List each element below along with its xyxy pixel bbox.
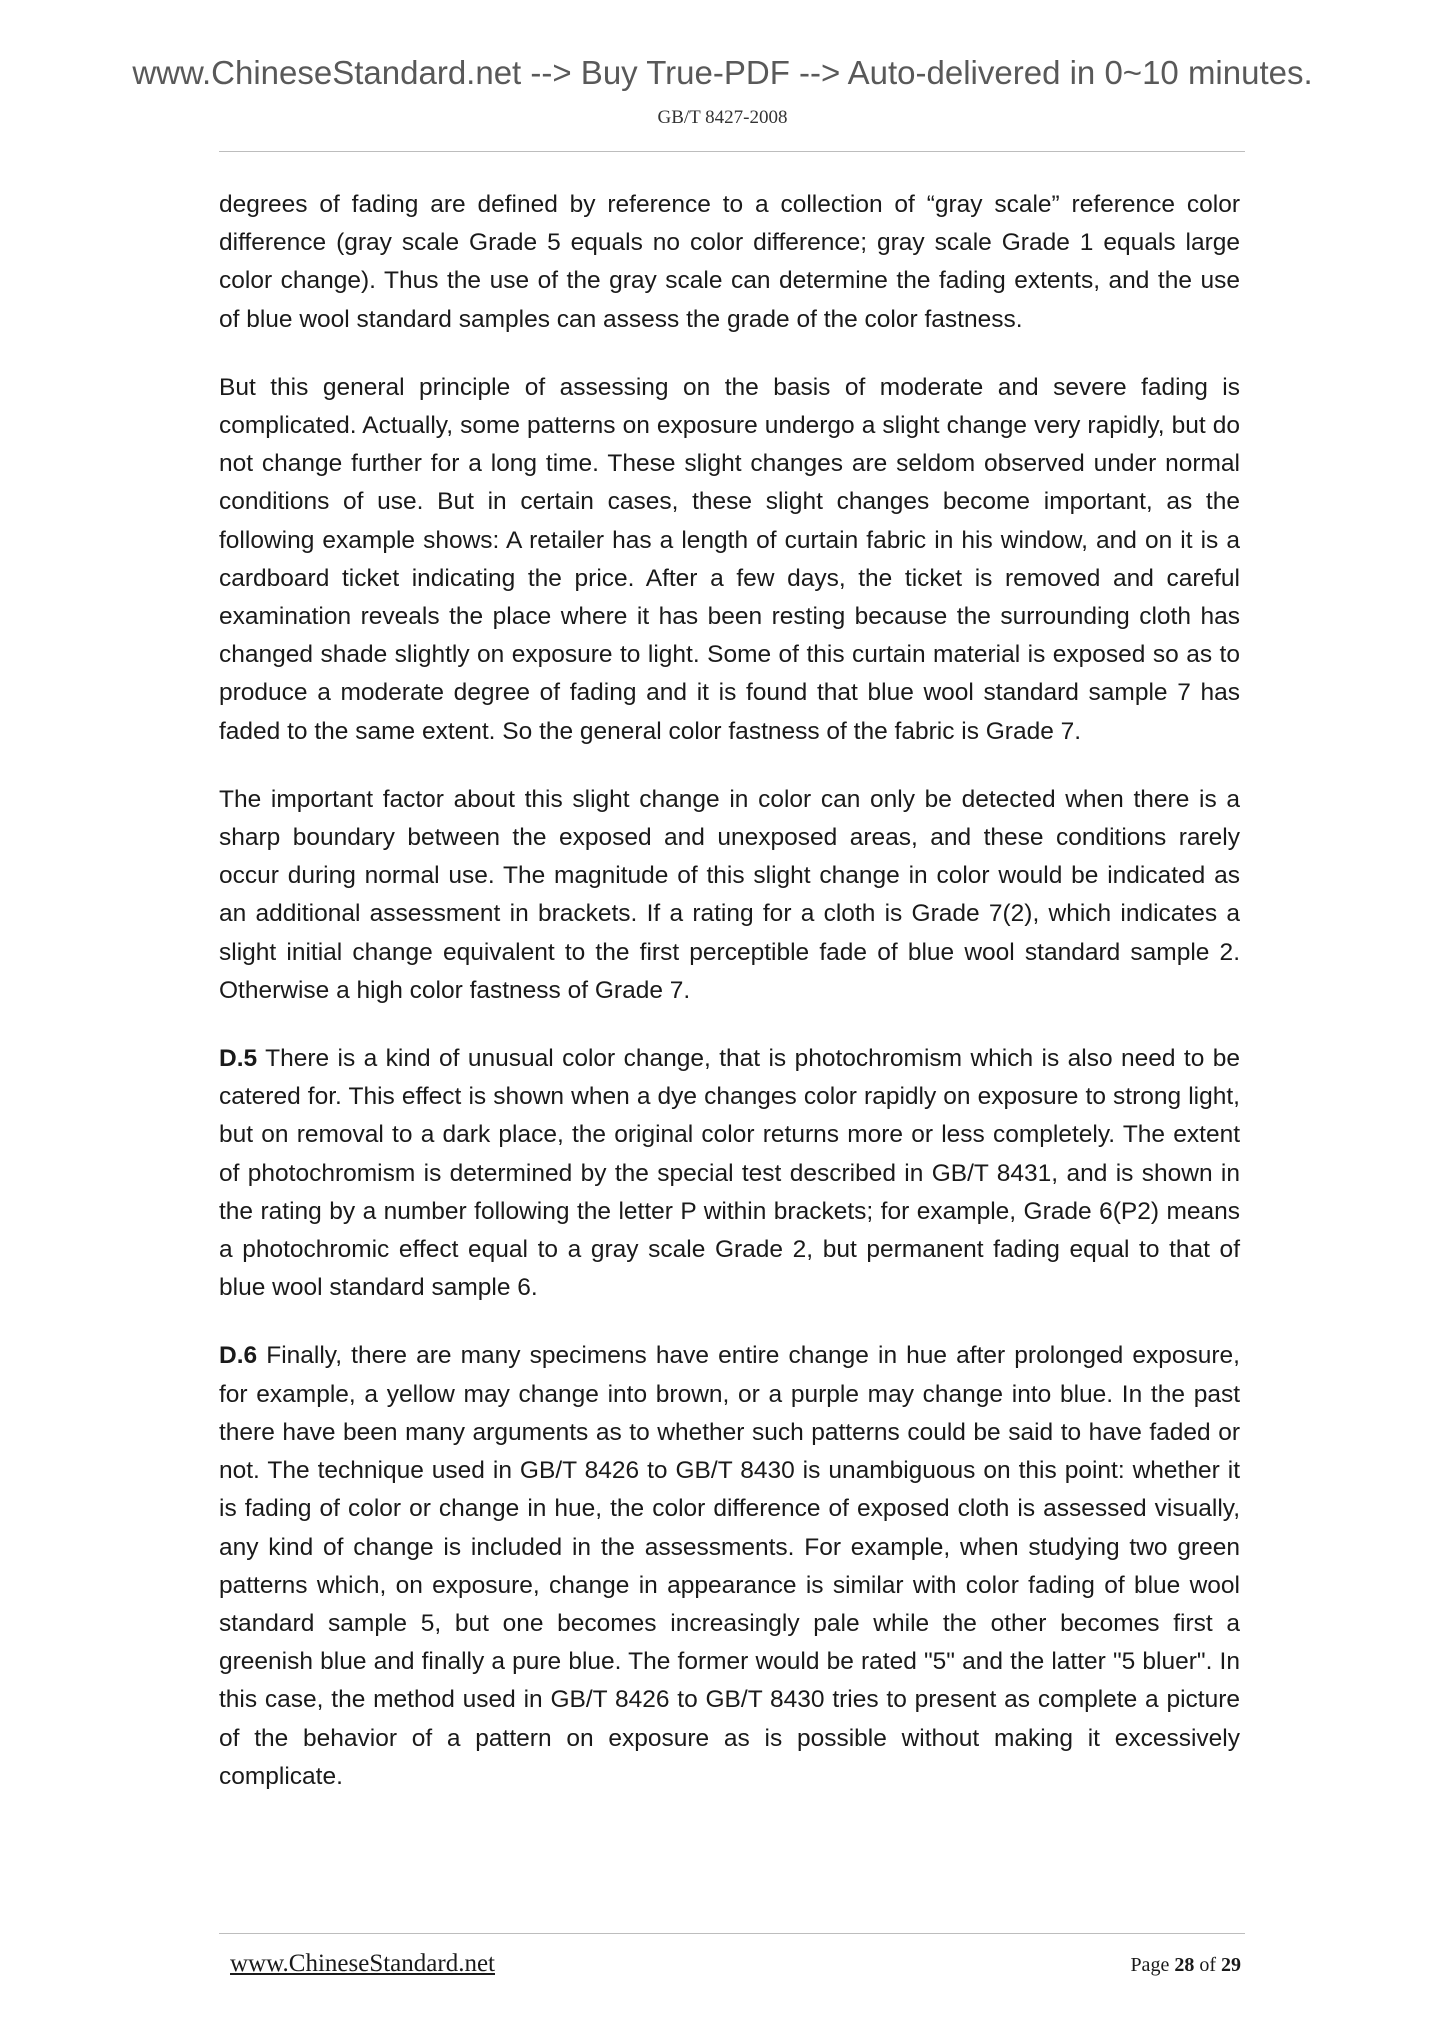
site-banner[interactable]: www.ChineseStandard.net --> Buy True-PDF --> Auto-delivered in 0~10 minutes. — [132, 54, 1313, 91]
section-number-d5: D.5 — [219, 1045, 258, 1073]
page-current: 28 — [1174, 1954, 1195, 1976]
paragraph-general-principle: But this general principle of assessing on the basis of moderate and severe fading is complicated. Actually, some patterns on exposure undergo a slight change very rapidly, but do not change further for a long time. These slight changes are seldom observed under normal conditions of use. But in certain cases, these slight changes become important, as the following example shows: A retailer has a length of curtain fabric in his window, and on it is a cardboard ticket indicating the price. After a few days, the ticket is removed and careful examination reveals the place where it has been resting because the surrounding cloth has changed shade slightly on exposure to light. Some of this curtain material is exposed so as to produce a moderate degree of fading and it is found that blue wool standard sample 7 has faded to the same extent. So the general color fastness of the fabric is Grade 7. — [219, 373, 1240, 745]
paragraph-d5 — [219, 1040, 1240, 1307]
header-divider — [219, 151, 1245, 152]
page-number — [1130, 1955, 1241, 1975]
paragraph-d6 — [219, 1337, 1240, 1795]
section-number-d6: D.6 — [219, 1342, 258, 1370]
page-prefix: Page — [1130, 1954, 1175, 1976]
paragraph-slight-change: The important factor about this slight change in color can only be detected when there is a sharp boundary between the exposed and unexposed areas, and these conditions rarely occur during normal use. The magnitude of this slight change in color would be indicated as an additional assessment in brackets. If a rating for a cloth is Grade 7(2), which indicates a slight initial change equivalent to the first perceptible fade of blue wool standard sample 2. Otherwise a high color fastness of Grade 7. — [219, 785, 1240, 1004]
paragraph-gray-scale: degrees of fading are defined by reference to a collection of “gray scale” reference color difference (gray scale Grade 5 equals no color difference; gray scale Grade 1 equals large color change). Thus the use of the gray scale can determine the fading extents, and the use of blue wool standard samples can assess the grade of the color fastness. — [219, 191, 1240, 333]
document-code: GB/T 8427-2008 — [657, 107, 788, 128]
page-of: of — [1194, 1954, 1221, 1976]
footer-divider — [219, 1933, 1245, 1934]
page-total: 29 — [1221, 1954, 1241, 1976]
section-text-d6: Finally, there are many specimens have entire change in hue after prolonged exposure, for example, a yellow may change into brown, or a purple may change into blue. In the past there have been many arguments as to whether such patterns could be said to have faded or not. The technique used in GB/T 8426 to GB/T 8430 is unambiguous on this point: whether it is fading of color or change in hue, the color difference of exposed cloth is assessed visually, any kind of change is included in the assessments. For example, when studying two green patterns which, on exposure, change in appearance is similar with color fading of blue wool standard sample 5, but one becomes increasingly pale while the other becomes first a greenish blue and finally a pure blue. The former would be rated "5" and the latter "5 bluer". In this case, the method used in GB/T 8426 to GB/T 8430 tries to present as complete a picture of the behavior of a pattern on exposure as is possible without making it excessively complicate. — [219, 1342, 1240, 1790]
section-text-d5: There is a kind of unusual color change, that is photochromism which is also need to be catered for. This effect is shown when a dye changes color rapidly on exposure to strong light, but on removal to a dark place, the original color returns more or less completely. The extent of photochromism is determined by the special test described in GB/T 8431, and is shown in the rating by a number following the letter P within brackets; for example, Grade 6(P2) means a photochromic effect equal to a gray scale Grade 2, but permanent fading equal to that of blue wool standard sample 6. — [219, 1045, 1240, 1302]
document-body — [219, 186, 1240, 1826]
footer-site-link[interactable]: www.ChineseStandard.net — [230, 1950, 495, 1977]
